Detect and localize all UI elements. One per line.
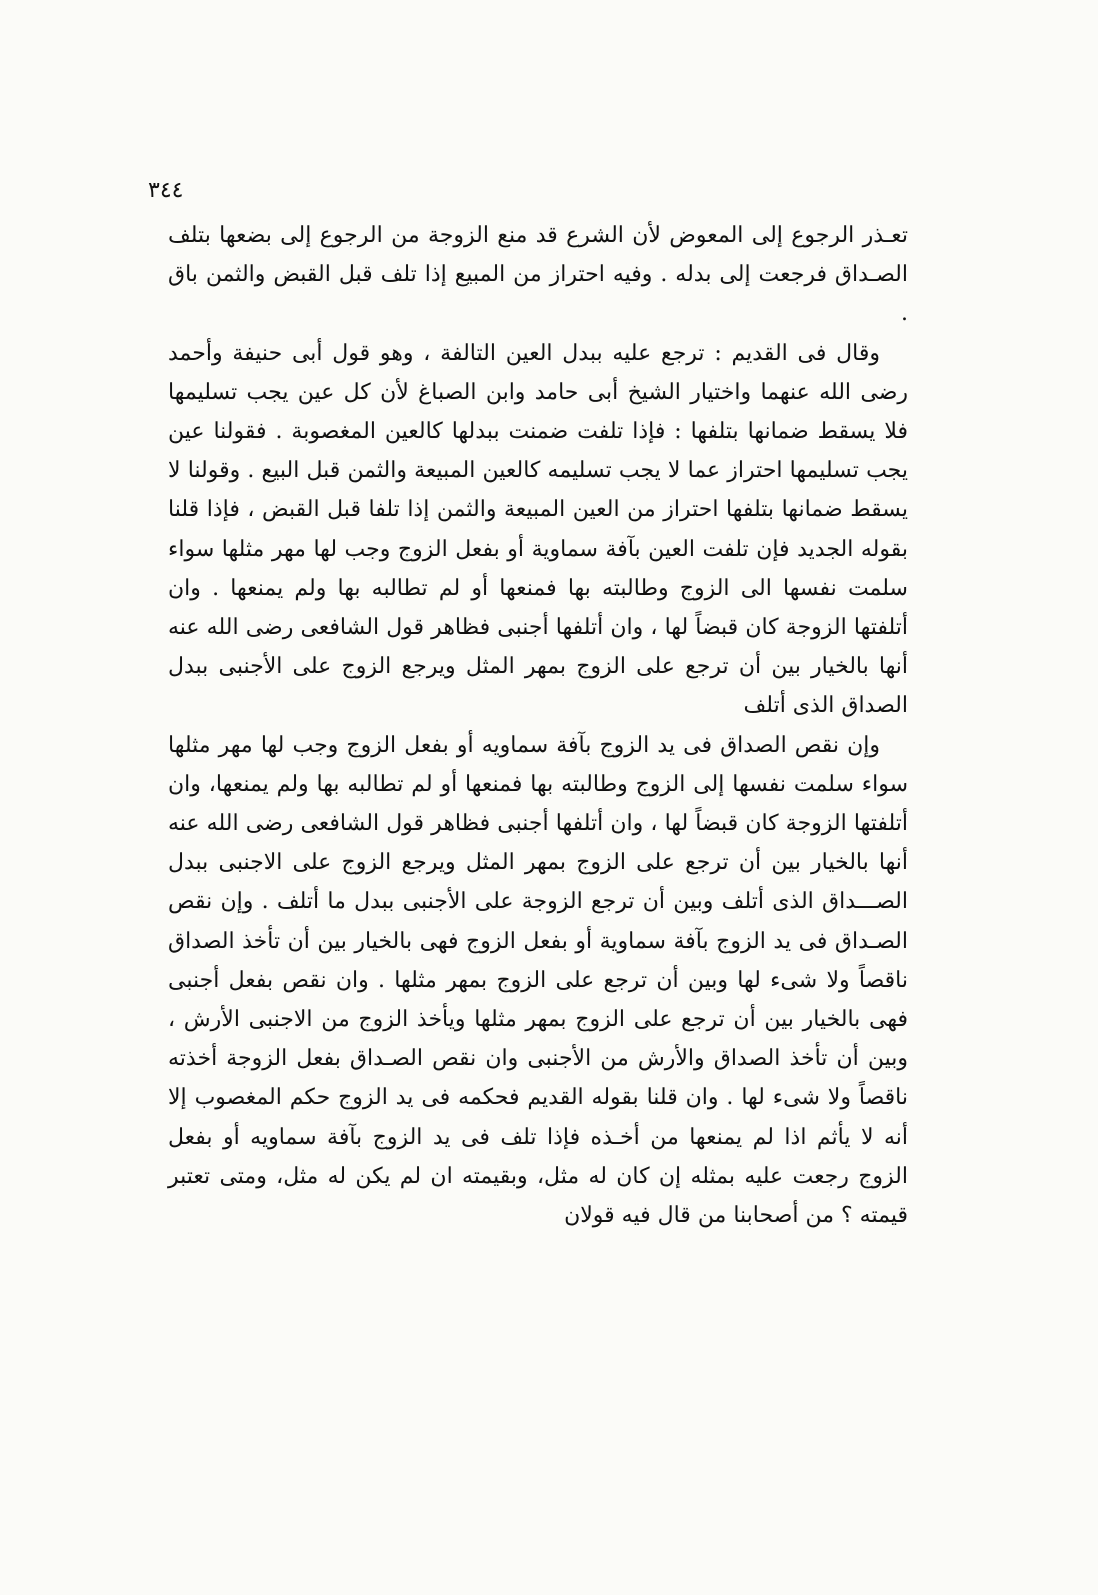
paragraph-continuation: تعـذر الرجوع إلى المعوض لأن الشرع قد منع الزوجة من الرجوع إلى بضعها بتلف الصـداق فرجعت إلى بدله . وفيه احتراز من المبيع إذا تلف قبل القبض والثمن باق . [168,223,908,327]
page-text [168,216,908,1235]
page-number: ٣٤٤ [148,178,184,203]
paragraph-old-opinion: وقال فى القديم : ترجع عليه ببدل العين التالفة ، وهو قول أبى حنيفة وأحمد رضى الله عنهما واختيار الشيخ أبى حامد وابن الصباغ لأن كل عين يجب تسليمها فلا يسقط ضمانها بتلفها : فإذا تلفت ضمنت ببدلها كالعين المغصوبة . فقولنا عين يجب تسليمها احتراز عما لا يجب تسليمه كالعين المبيعة والثمن قبل البيع . وقولنا لا يسقط ضمانها بتلفها احتراز من العين المبيعة والثمن إذا تلفا قبل القبض ، فإذا قلنا بقوله الجديد فإن تلفت العين بآفة سماوية أو بفعل الزوج وجب لها مهر مثلها سواء سلمت نفسها الى الزوج وطالبته بها فمنعها أو لم تطالبه بها ولم يمنعها . وان أتلفتها الزوجة كان قبضاً لها ، وان أتلفها أجنبى فظاهر قول الشافعى رضى الله عنه أنها بالخيار بين أن ترجع على الزوج بمهر المثل ويرجع الزوج على الأجنبى ببدل الصداق الذى أتلف [168,340,908,719]
paragraph-reduced-dowry: وإن نقص الصداق فى يد الزوج بآفة سماويه أو بفعل الزوج وجب لها مهر مثلها سواء سلمت نفسها إلى الزوج وطالبته بها فمنعها أو لم تطالبه بها ولم يمنعها، وان أتلفتها الزوجة كان قبضاً لها ، وان أتلفها أجنبى فظاهر قول الشافعى رضى الله عنه أنها بالخيار بين أن ترجع على الزوج بمهر المثل ويرجع الزوج على الاجنبى ببدل الصـــداق الذى أتلف وبين أن ترجع الزوجة على الأجنبى ببدل ما أتلف . وإن نقص الصـداق فى يد الزوج بآفة سماوية أو بفعل الزوج فهى بالخيار بين أن تأخذ الصداق ناقصاً ولا شىء لها وبين أن ترجع على الزوج بمهر مثلها . وان نقص بفعل أجنبى فهى بالخيار بين أن ترجع على الزوج بمهر مثلها ويأخذ الزوج من الاجنبى الأرش ، وبين أن تأخذ الصداق والأرش من الأجنبى وان نقص الصـداق بفعل الزوجة أخذته ناقصاً ولا شىء لها . وان قلنا بقوله القديم فحكمه فى يد الزوج حكم المغصوب إلا أنه لا يأثم اذا لم يمنعها من أخـذه فإذا تلف فى يد الزوج بآفة سماويه أو بفعل الزوج رجعت عليه بمثله إن كان له مثل، وبقيمته ان لم يكن له مثل، ومتى تعتبر قيمته ؟ من أصحابنا من قال فيه قولان [168,732,908,1229]
